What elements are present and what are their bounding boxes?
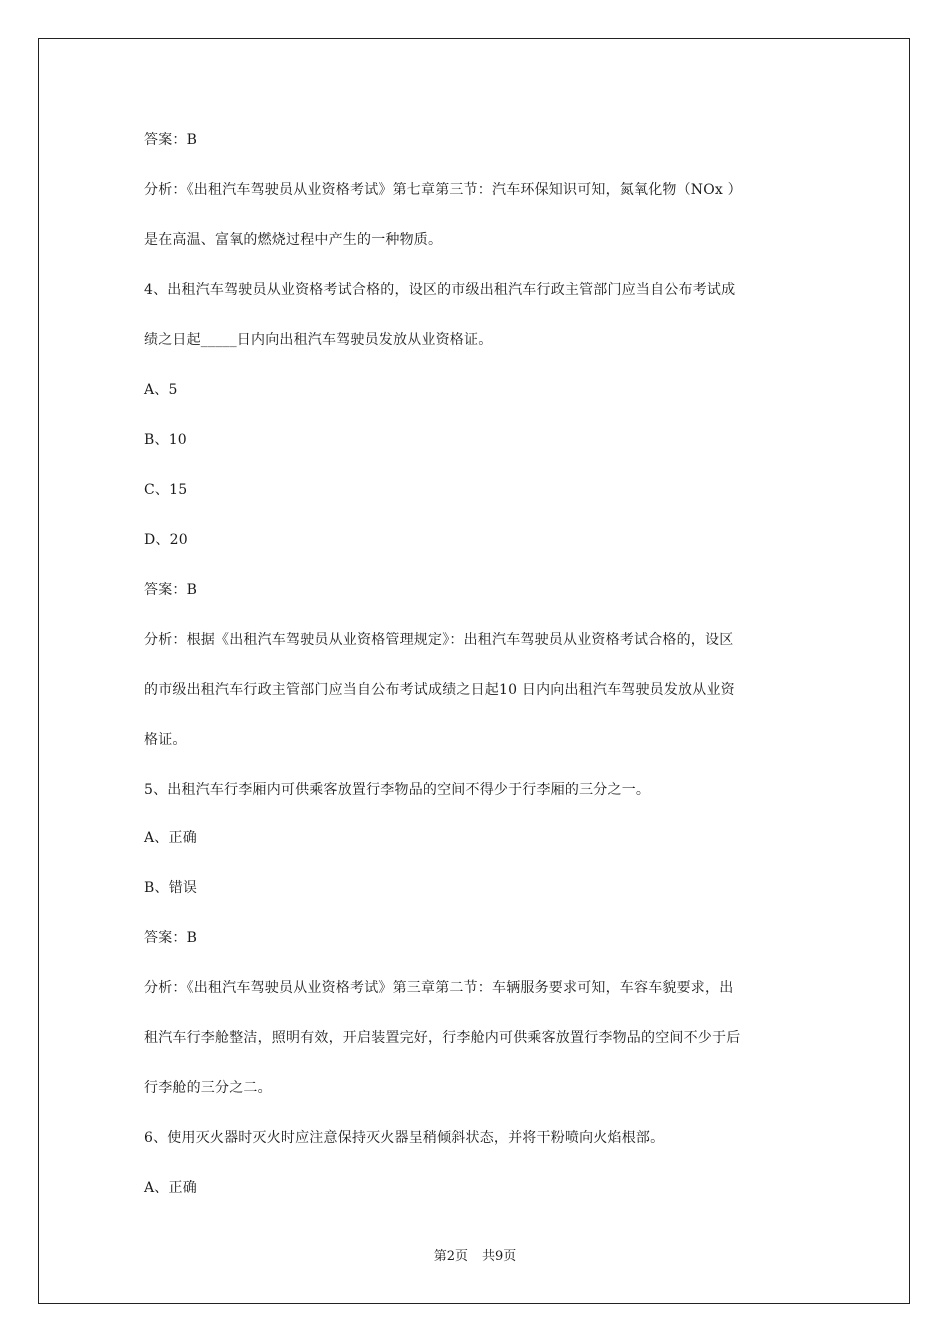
page-number: 第2页: [433, 1249, 468, 1264]
analysis-line: 分析：《出租汽车驾驶员从业资格考试》第三章第二节：车辆服务要求可知，车容车貌要求，出: [144, 980, 734, 996]
option-a: A、5: [144, 382, 178, 398]
answer-line: 答案：B: [144, 930, 198, 946]
analysis-line: 是在高温、富氧的燃烧过程中产生的一种物质。: [144, 232, 443, 248]
question-4-text: 绩之日起_____日内向出租汽车驾驶员发放从业资格证。: [144, 332, 493, 348]
analysis-line: 行李舱的三分之二。: [144, 1080, 272, 1096]
option-d: D、20: [144, 532, 188, 548]
option-a: A、正确: [144, 830, 197, 846]
page-border: [38, 38, 910, 1304]
analysis-line: 分析：《出租汽车驾驶员从业资格考试》第七章第三节：汽车环保知识可知，氮氧化物（NOx ）: [144, 182, 742, 198]
option-b: B、错误: [144, 880, 198, 896]
question-4-text: 4、出租汽车驾驶员从业资格考试合格的，设区的市级出租汽车行政主管部门应当自公布考试成: [144, 282, 736, 298]
question-5-text: 5、出租汽车行李厢内可供乘客放置行李物品的空间不得少于行李厢的三分之一。: [144, 782, 651, 798]
option-c: C、15: [144, 482, 188, 498]
analysis-line: 的市级出租汽车行政主管部门应当自公布考试成绩之日起10 日内向出租汽车驾驶员发放从业资: [144, 682, 735, 698]
question-6-text: 6、使用灭火器时灭火时应注意保持灭火器呈稍倾斜状态，并将干粉喷向火焰根部。: [144, 1130, 665, 1146]
page-footer: [0, 1248, 950, 1266]
page-total: 共9页: [482, 1249, 517, 1264]
answer-line: 答案：B: [144, 132, 198, 148]
analysis-line: 格证。: [144, 732, 187, 748]
analysis-line: 租汽车行李舱整洁，照明有效，开启装置完好，行李舱内可供乘客放置行李物品的空间不少于后: [144, 1030, 741, 1046]
option-a: A、正确: [144, 1180, 197, 1196]
analysis-line: 分析：根据《出租汽车驾驶员从业资格管理规定》：出租汽车驾驶员从业资格考试合格的，设区: [144, 632, 734, 648]
answer-line: 答案：B: [144, 582, 198, 598]
option-b: B、10: [144, 432, 187, 448]
